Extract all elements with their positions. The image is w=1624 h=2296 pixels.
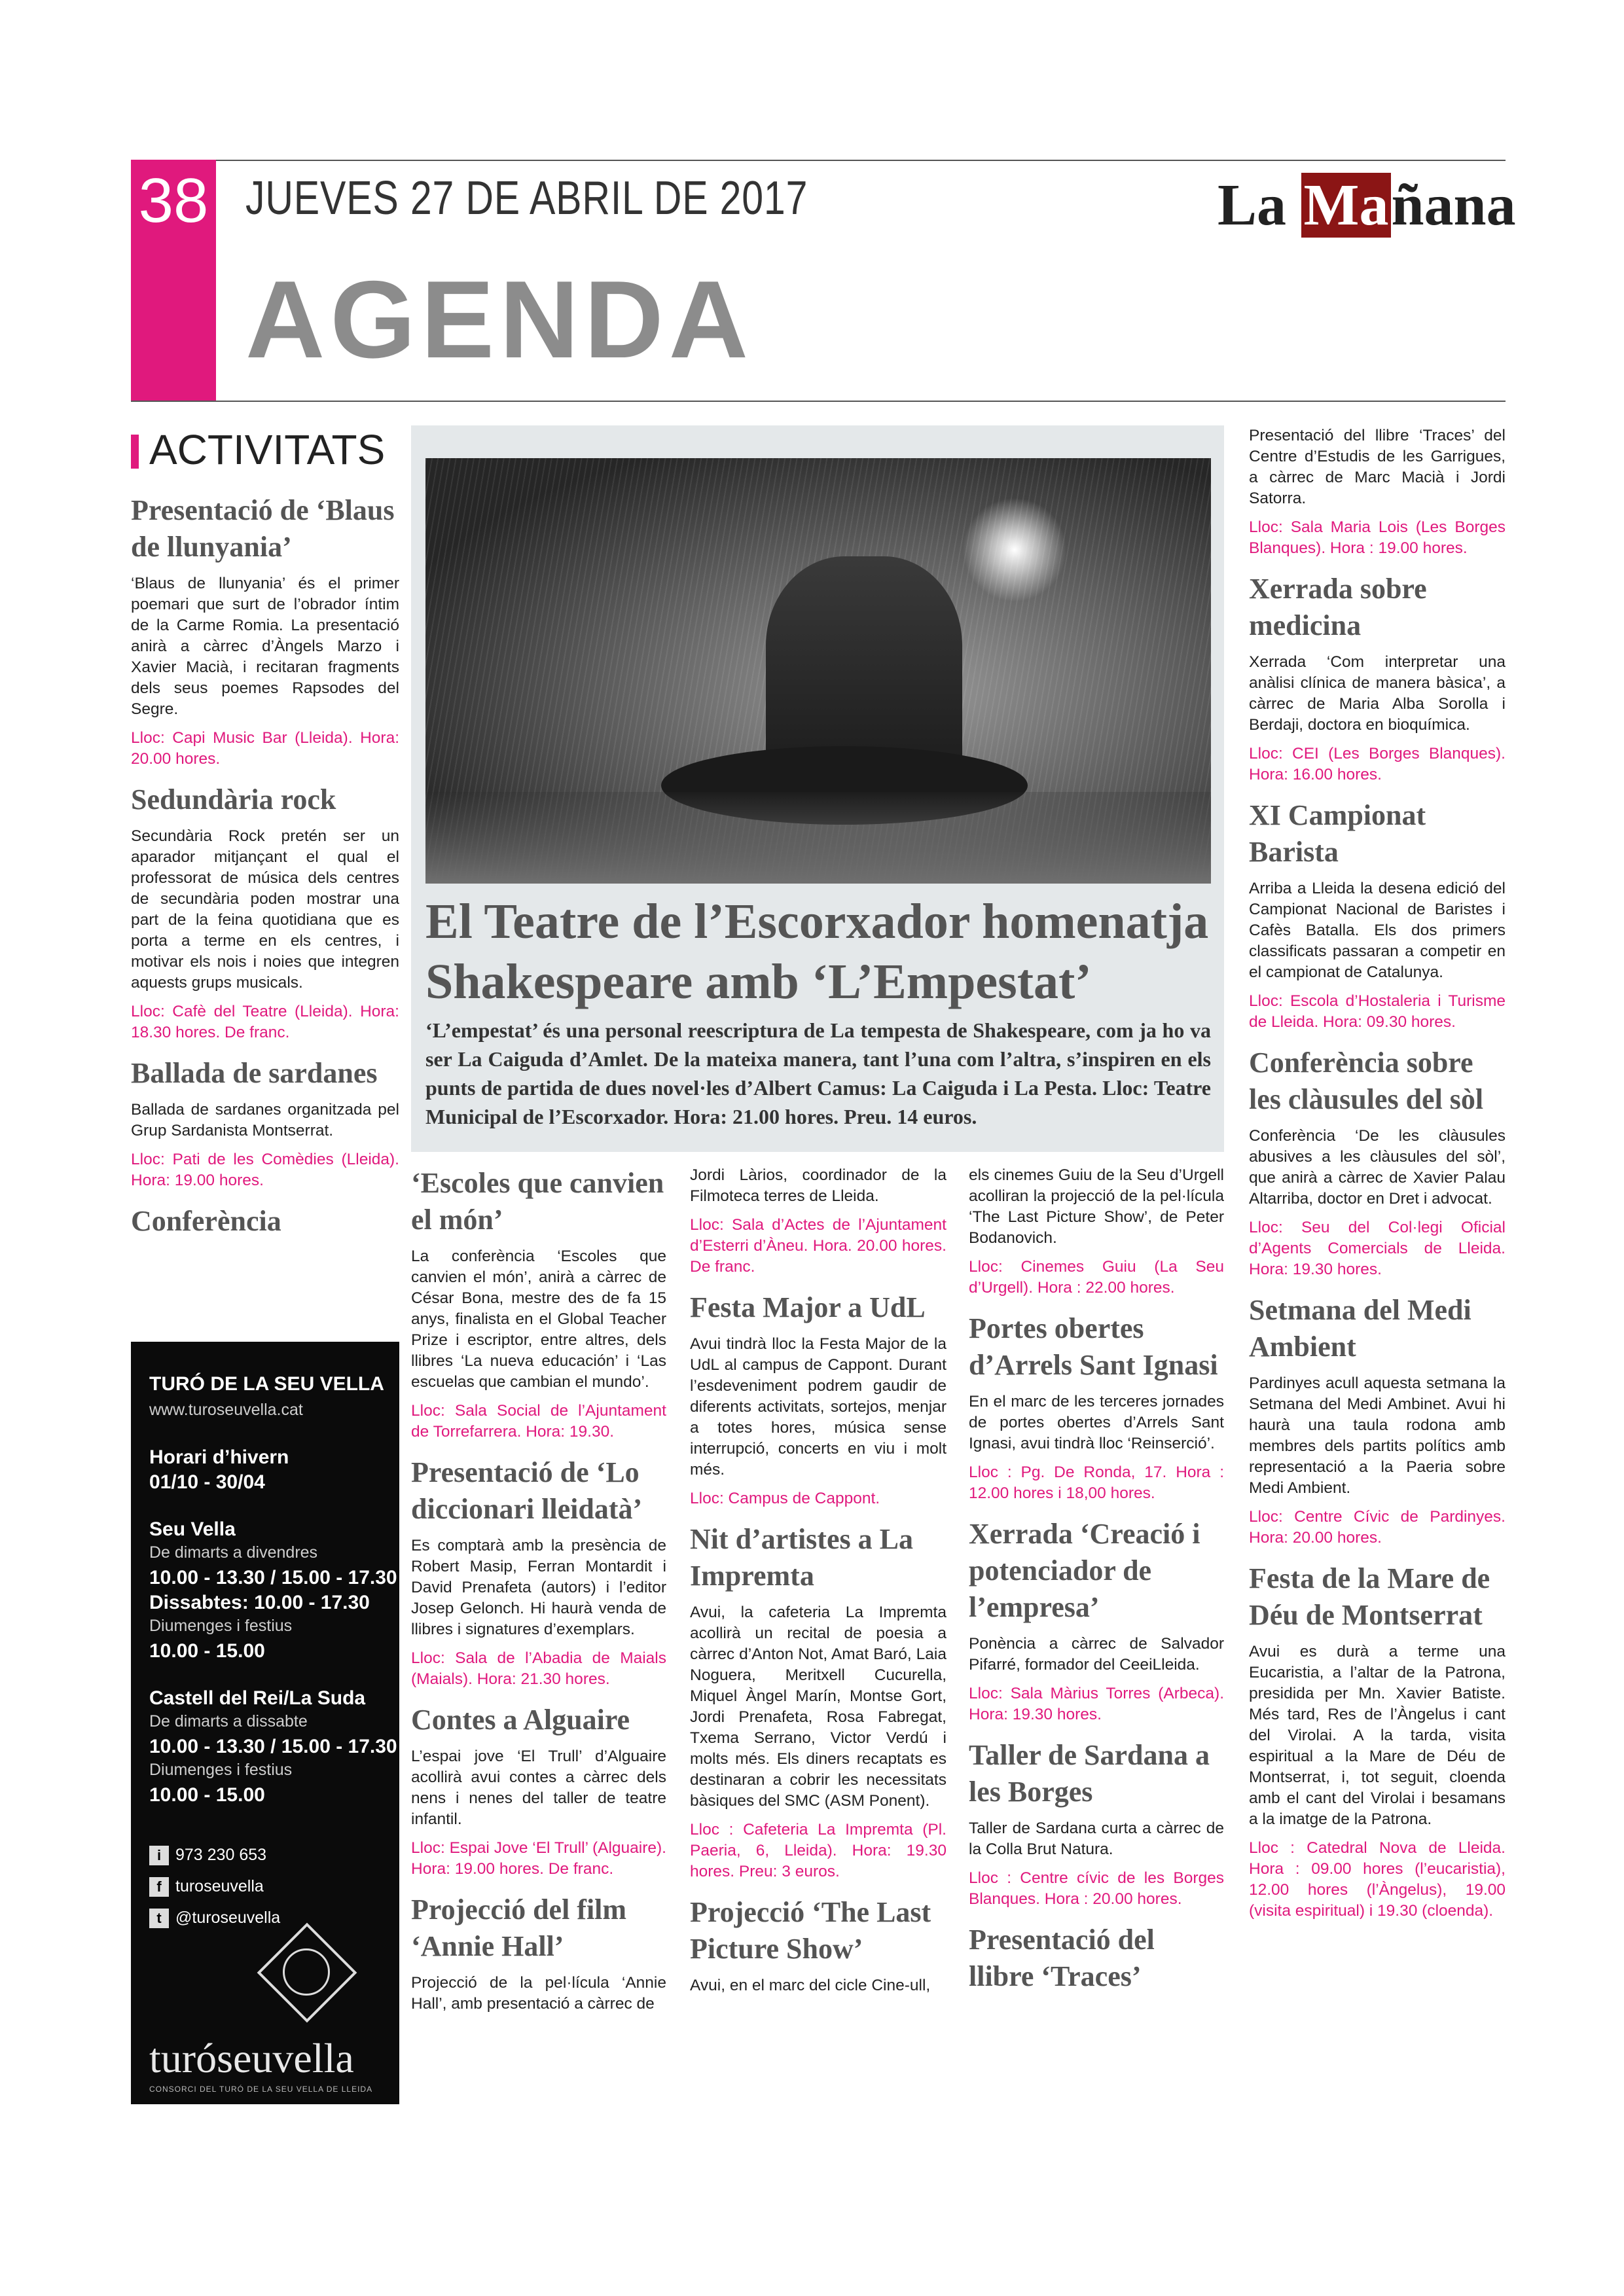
article — [1249, 1045, 1506, 1280]
article-title: Projecció del film ‘Annie Hall’ — [411, 1893, 627, 1962]
article-info: Lloc: Campus de Cappont. — [690, 1490, 880, 1507]
article-title: Festa Major a UdL — [690, 1291, 926, 1323]
article — [969, 1737, 1224, 1910]
article — [411, 1165, 666, 1443]
article — [969, 1922, 1224, 1995]
article-info: Lloc: Centre Cívic de Pardinyes. Hora: 20.00 hores. — [1249, 1508, 1506, 1547]
article-body: L’espai jove ‘El Trull’ d’Alguaire acollirà avui contes a càrrec dels nens i nenes del taller de teatre infantil. — [411, 1748, 666, 1828]
page-number: 38 — [138, 166, 209, 236]
article-title: XI Campionat Barista — [1249, 799, 1426, 868]
article-body: Taller de Sardana curta a càrrec de la Colla Brut Natura. — [969, 1820, 1224, 1858]
article-continued — [969, 1165, 1224, 1299]
article — [131, 781, 399, 1043]
article-info: Lloc : Cafeteria La Impremta (Pl. Paeria, 6, Lleida). Hora: 19.30 hores. Preu: 3 euros. — [690, 1821, 947, 1880]
left-column — [131, 425, 399, 1247]
article-info: Lloc: Sala Social de l’Ajuntament de Torrefarrera. Hora: 19.30. — [411, 1402, 666, 1441]
theater-photo — [425, 458, 1211, 884]
article-body: Secundària Rock pretén ser un aparador mitjançant el qual el professorat de música dels centres de secundària poden mostrar una part de la feina quotidiana que es porta a terme en els centres, i motivar els nois i noies que integren aquests grups musicals. — [131, 827, 399, 992]
article-body: Presentació del llibre ‘Traces’ del Centre d’Estudis de les Garrigues, a càrrec de Marc Macià i Jordi Satorra. — [1249, 427, 1506, 507]
article-body: ‘Blaus de llunyania’ és el primer poemari que surt de l’obrador íntim de la Carme Romia. La presentació anirà a càrrec d’Àngels Marzo i Xavier Macià, i recitaran fragments dels seus poemes Rapsodes del Segre. — [131, 575, 399, 718]
article-title: Sedundària rock — [131, 783, 336, 816]
article-body: Ponència a càrrec de Salvador Pifarré, formador del CeeiLleida. — [969, 1635, 1224, 1674]
article-info: Lloc: Seu del Col·legi Oficial d’Agents Comercials de Lleida. Hora: 19.30 hores. — [1249, 1219, 1506, 1278]
article-title: Setmana del Medi Ambient — [1249, 1294, 1471, 1363]
article-body: Avui, en el marc del cicle Cine-ull, — [690, 1977, 931, 1994]
newspaper-logo — [1218, 171, 1516, 239]
article-info: Lloc: Cinemes Guiu (La Seu d’Urgell). Hora : 22.00 hores. — [969, 1258, 1224, 1297]
ad-seu-sunday-hours: 10.00 - 15.00 — [149, 1640, 265, 1662]
article-title: Contes a Alguaire — [411, 1704, 630, 1736]
article-info: Lloc: Pati de les Comèdies (Lleida). Hora: 19.00 hores. — [131, 1151, 399, 1189]
center-column-1 — [411, 1165, 666, 2022]
ad-name: TURÓ DE LA SEU VELLA — [149, 1373, 384, 1395]
article — [969, 1516, 1224, 1725]
article-title: Projecció ‘The Last Picture Show’ — [690, 1896, 931, 1965]
ad-seu-hours: 10.00 - 13.30 / 15.00 - 17.30 — [149, 1567, 397, 1588]
article-title: Conferència — [131, 1205, 281, 1237]
article — [1249, 797, 1506, 1033]
header-rule — [131, 401, 1506, 402]
article-body: Arriba a Lleida la desena edició del Campionat Nacional de Baristes i Cafès Batalla. Els dos primers classificats passaran a competir en el campionat de Catalunya. — [1249, 880, 1506, 981]
article-title: Conferència sobre les clàusules del sòl — [1249, 1047, 1484, 1115]
article-body: Avui es durà a terme una Eucaristia, a l’altar de la Patrona, presidida per Mn. Xavier Batiste. Més tard, Res de l’Àngelus i cant del Virolai. A la tarda, visita espiritual a la Mare de Déu de Montserrat, i, tot seguit, cloenda amb el cant del Virolai i besamans a la imatge de la Patrona. — [1249, 1643, 1506, 1828]
article-title: Xerrada sobre medicina — [1249, 573, 1427, 641]
ad-phone: 973 230 653 — [175, 1846, 267, 1864]
article-info: Lloc: Sala Màrius Torres (Arbeca). Hora: 19.30 hores. — [969, 1685, 1224, 1723]
article-info: Lloc : Pg. De Ronda, 17. Hora : 12.00 hores i 18,00 hores. — [969, 1463, 1224, 1502]
article-title: Portes obertes d’Arrels Sant Ignasi — [969, 1312, 1218, 1381]
article-body: Conferència ‘De les clàusules abusives a les clàusules del sòl’, que anirà a càrrec de Xavier Palau Altarriba, doctor en Dret i advocat. — [1249, 1127, 1506, 1208]
article-body: En el marc de les terceres jornades de portes obertes d’Arrels Sant Ignasi, avui tindrà lloc ‘Reinserció’. — [969, 1393, 1224, 1452]
article-info: Lloc : Centre cívic de les Borges Blanques. Hora : 20.00 hores. — [969, 1869, 1224, 1908]
ad-brand: turóseuvella — [149, 2035, 354, 2081]
section-title: AGENDA — [245, 258, 754, 381]
article — [1249, 571, 1506, 785]
article-body: La conferència ‘Escoles que canvien el món’, anirà a càrrec de César Bona, mestre des de fa 15 anys, finalista en el Global Teacher Prize i escriptor, entre altres, dels llibres ‘La nueva educación’ i ‘Las escuelas que cambian el mundo’. — [411, 1247, 666, 1391]
article-body: Xerrada ‘Com interpretar una anàlisi clínica de manera bàsica’, a càrrec de Maria Alba Sorolla i Berdaji, doctora en bioquímica. — [1249, 653, 1506, 734]
article-title: ‘Escoles que canvien el món’ — [411, 1167, 664, 1236]
article-body: Projecció de la pel·lícula ‘Annie Hall’, amb presentació a càrrec de — [411, 1974, 666, 2013]
article-body: Avui, la cafeteria La Impremta acollirà un recital de poesia a càrrec d’Anton Not, Amat Baró, Laia Noguera, Meritxell Cucurella, Miquel Àngel Marín, Montse Gort, Jordi Prenafeta, Rosa Fabregat, Txema Serrano, Victor Verdú i molts més. Els diners recaptats es destinaran a cobrir les necessitats bàsiques del SMC (ASM Ponent). — [690, 1604, 947, 1810]
emblem-circle-icon — [283, 1948, 330, 1996]
article-continued — [690, 1165, 947, 1278]
article-title: Presentació de ‘Lo diccionari lleidatà’ — [411, 1456, 643, 1525]
article-info: Lloc: Sala Maria Lois (Les Borges Blanques). Hora : 19.00 hores. — [1249, 518, 1506, 557]
article-info: Lloc: Sala d’Actes de l’Ajuntament d’Esterri d’Àneu. Hora. 20.00 hores. De franc. — [690, 1216, 947, 1276]
ad-seu-title: Seu Vella — [149, 1518, 236, 1540]
twitter-icon[interactable]: t — [149, 1909, 169, 1928]
ad-castell-hours: 10.00 - 13.30 / 15.00 - 17.30 — [149, 1736, 397, 1757]
article — [690, 1289, 947, 1509]
ad-seu-days: De dimarts a divendres — [149, 1543, 318, 1562]
section-kicker: ACTIVITATS — [131, 425, 399, 474]
article-info: Lloc: Capi Music Bar (Lleida). Hora: 20.00 hores. — [131, 729, 399, 768]
article-body: Es comptarà amb la presència de Robert Masip, Ferran Montardit i David Prenafeta (autors) i l’editor Josep Gelonch. Hi haurà venda de llibres i signatures d’exemplars. — [411, 1537, 666, 1638]
ad-schedule-dates: 01/10 - 30/04 — [149, 1471, 265, 1493]
article-continued — [1249, 425, 1506, 559]
ad-castell-title: Castell del Rei/La Suda — [149, 1687, 366, 1709]
ad-castell-days: De dimarts a dissabte — [149, 1712, 308, 1731]
logo-highlight: Ma — [1301, 173, 1392, 238]
feature-lead: ‘L’empestat’ és una personal reescriptura de La tempesta de Shakespeare, com ja ho va ser La Caiguda d’Amlet. De la mateixa manera, tant l’una com l’altra, s’inspiren en els punts de partida de dues novel·les d’Albert Camus: La Caiguda i La Pesta. Lloc: Teatre Municipal de l’Escorxador. Hora: 21.00 hores. Preu. 14 euros. — [425, 1018, 1211, 1128]
ad-castell-sunday: Diumenges i festius — [149, 1761, 293, 1779]
dateline: JUEVES 27 DE ABRIL DE 2017 — [245, 172, 808, 224]
article-body: Jordi Làrios, coordinador de la Filmoteca terres de Lleida. — [690, 1166, 947, 1205]
article-info: Lloc: CEI (Les Borges Blanques). Hora: 16.00 hores. — [1249, 745, 1506, 783]
article — [690, 1894, 947, 1996]
actor-figure — [766, 556, 962, 779]
ad-seu-saturday: Dissabtes: 10.00 - 17.30 — [149, 1592, 370, 1613]
ad-website: www.turoseuvella.cat — [149, 1401, 303, 1419]
article-body: els cinemes Guiu de la Seu d’Urgell acolliran la projecció de la pel·lícula ‘The Last Picture Show’, de Peter Bodanovich. — [969, 1166, 1224, 1247]
article-info: Lloc: Sala de l’Abadia de Maials (Maials). Hora: 21.30 hores. — [411, 1649, 666, 1688]
article-title: Xerrada ‘Creació i potenciador de l’empresa’ — [969, 1518, 1200, 1623]
article-body: Ballada de sardanes organitzada pel Grup Sardanista Montserrat. — [131, 1101, 399, 1139]
article-title: Presentació de ‘Blaus de llunyania’ — [131, 494, 395, 563]
logo-part-1: La — [1218, 173, 1301, 238]
article-body: Avui tindrà lloc la Festa Major de la UdL al campus de Cappont. Durant l’esdeveniment podrem gaudir de diferents activitats, sortejos, menjar a totes hores, música sense interrupció, concerts en viu i molt més. — [690, 1335, 947, 1479]
ad-castell-sunday-hours: 10.00 - 15.00 — [149, 1784, 265, 1806]
phone-icon: i — [149, 1846, 169, 1865]
turo-seu-vella-ad — [131, 1342, 399, 2104]
article — [1249, 1560, 1506, 1922]
article-info: Lloc: Escola d’Hostaleria i Turisme de Lleida. Hora: 09.30 hores. — [1249, 992, 1506, 1031]
ad-schedule-title: Horari d’hivern — [149, 1446, 289, 1468]
ad-twitter[interactable]: @turoseuvella — [175, 1909, 281, 1927]
article-title: Nit d’artistes a La Impremta — [690, 1523, 913, 1592]
center-column-2 — [690, 1165, 947, 2004]
article — [690, 1521, 947, 1882]
article-title: Taller de Sardana a les Borges — [969, 1739, 1210, 1808]
ad-tagline: CONSORCI DEL TURÓ DE LA SEU VELLA DE LLEIDA — [149, 2085, 373, 2094]
article — [131, 1055, 399, 1191]
article — [131, 492, 399, 770]
stage-light — [962, 497, 1067, 602]
article — [131, 1203, 399, 1240]
logo-part-2: ñana — [1391, 173, 1516, 238]
article — [411, 1454, 666, 1690]
article — [411, 1892, 666, 2015]
feature-title: El Teatre de l’Escorxador homenatja Shakespeare amb ‘L’Empestat’ — [425, 894, 1209, 1009]
top-rule — [131, 160, 1506, 161]
article — [1249, 1292, 1506, 1549]
facebook-icon[interactable]: f — [149, 1877, 169, 1897]
right-column — [1249, 425, 1506, 1933]
ad-seu-sunday: Diumenges i festius — [149, 1617, 293, 1635]
ad-facebook[interactable]: turoseuvella — [175, 1877, 264, 1895]
article — [969, 1310, 1224, 1504]
article-info: Lloc: Espai Jove ‘El Trull’ (Alguaire). Hora: 19.00 hores. De franc. — [411, 1839, 666, 1878]
article — [411, 1702, 666, 1880]
center-column-3 — [969, 1165, 1224, 2003]
article-info: Lloc : Catedral Nova de Lleida. Hora : 09.00 hores (l’eucaristia), 12.00 hores (l’Àngelus), 19.00 (visita espiritual) i 19.30 (cloenda). — [1249, 1839, 1506, 1920]
article-body: Pardinyes acull aquesta setmana la Setmana del Medi Ambinet. Avui hi haurà una taula rodona amb membres dels partits polítics amb representació a la Paeria sobre Medi Ambient. — [1249, 1374, 1506, 1497]
article-title: Ballada de sardanes — [131, 1057, 378, 1089]
article-title: Festa de la Mare de Déu de Montserrat — [1249, 1562, 1490, 1631]
stage-floor — [425, 792, 1211, 884]
article-info: Lloc: Cafè del Teatre (Lleida). Hora: 18.30 hores. De franc. — [131, 1003, 399, 1041]
article-title: Presentació del llibre ‘Traces’ — [969, 1924, 1155, 1992]
